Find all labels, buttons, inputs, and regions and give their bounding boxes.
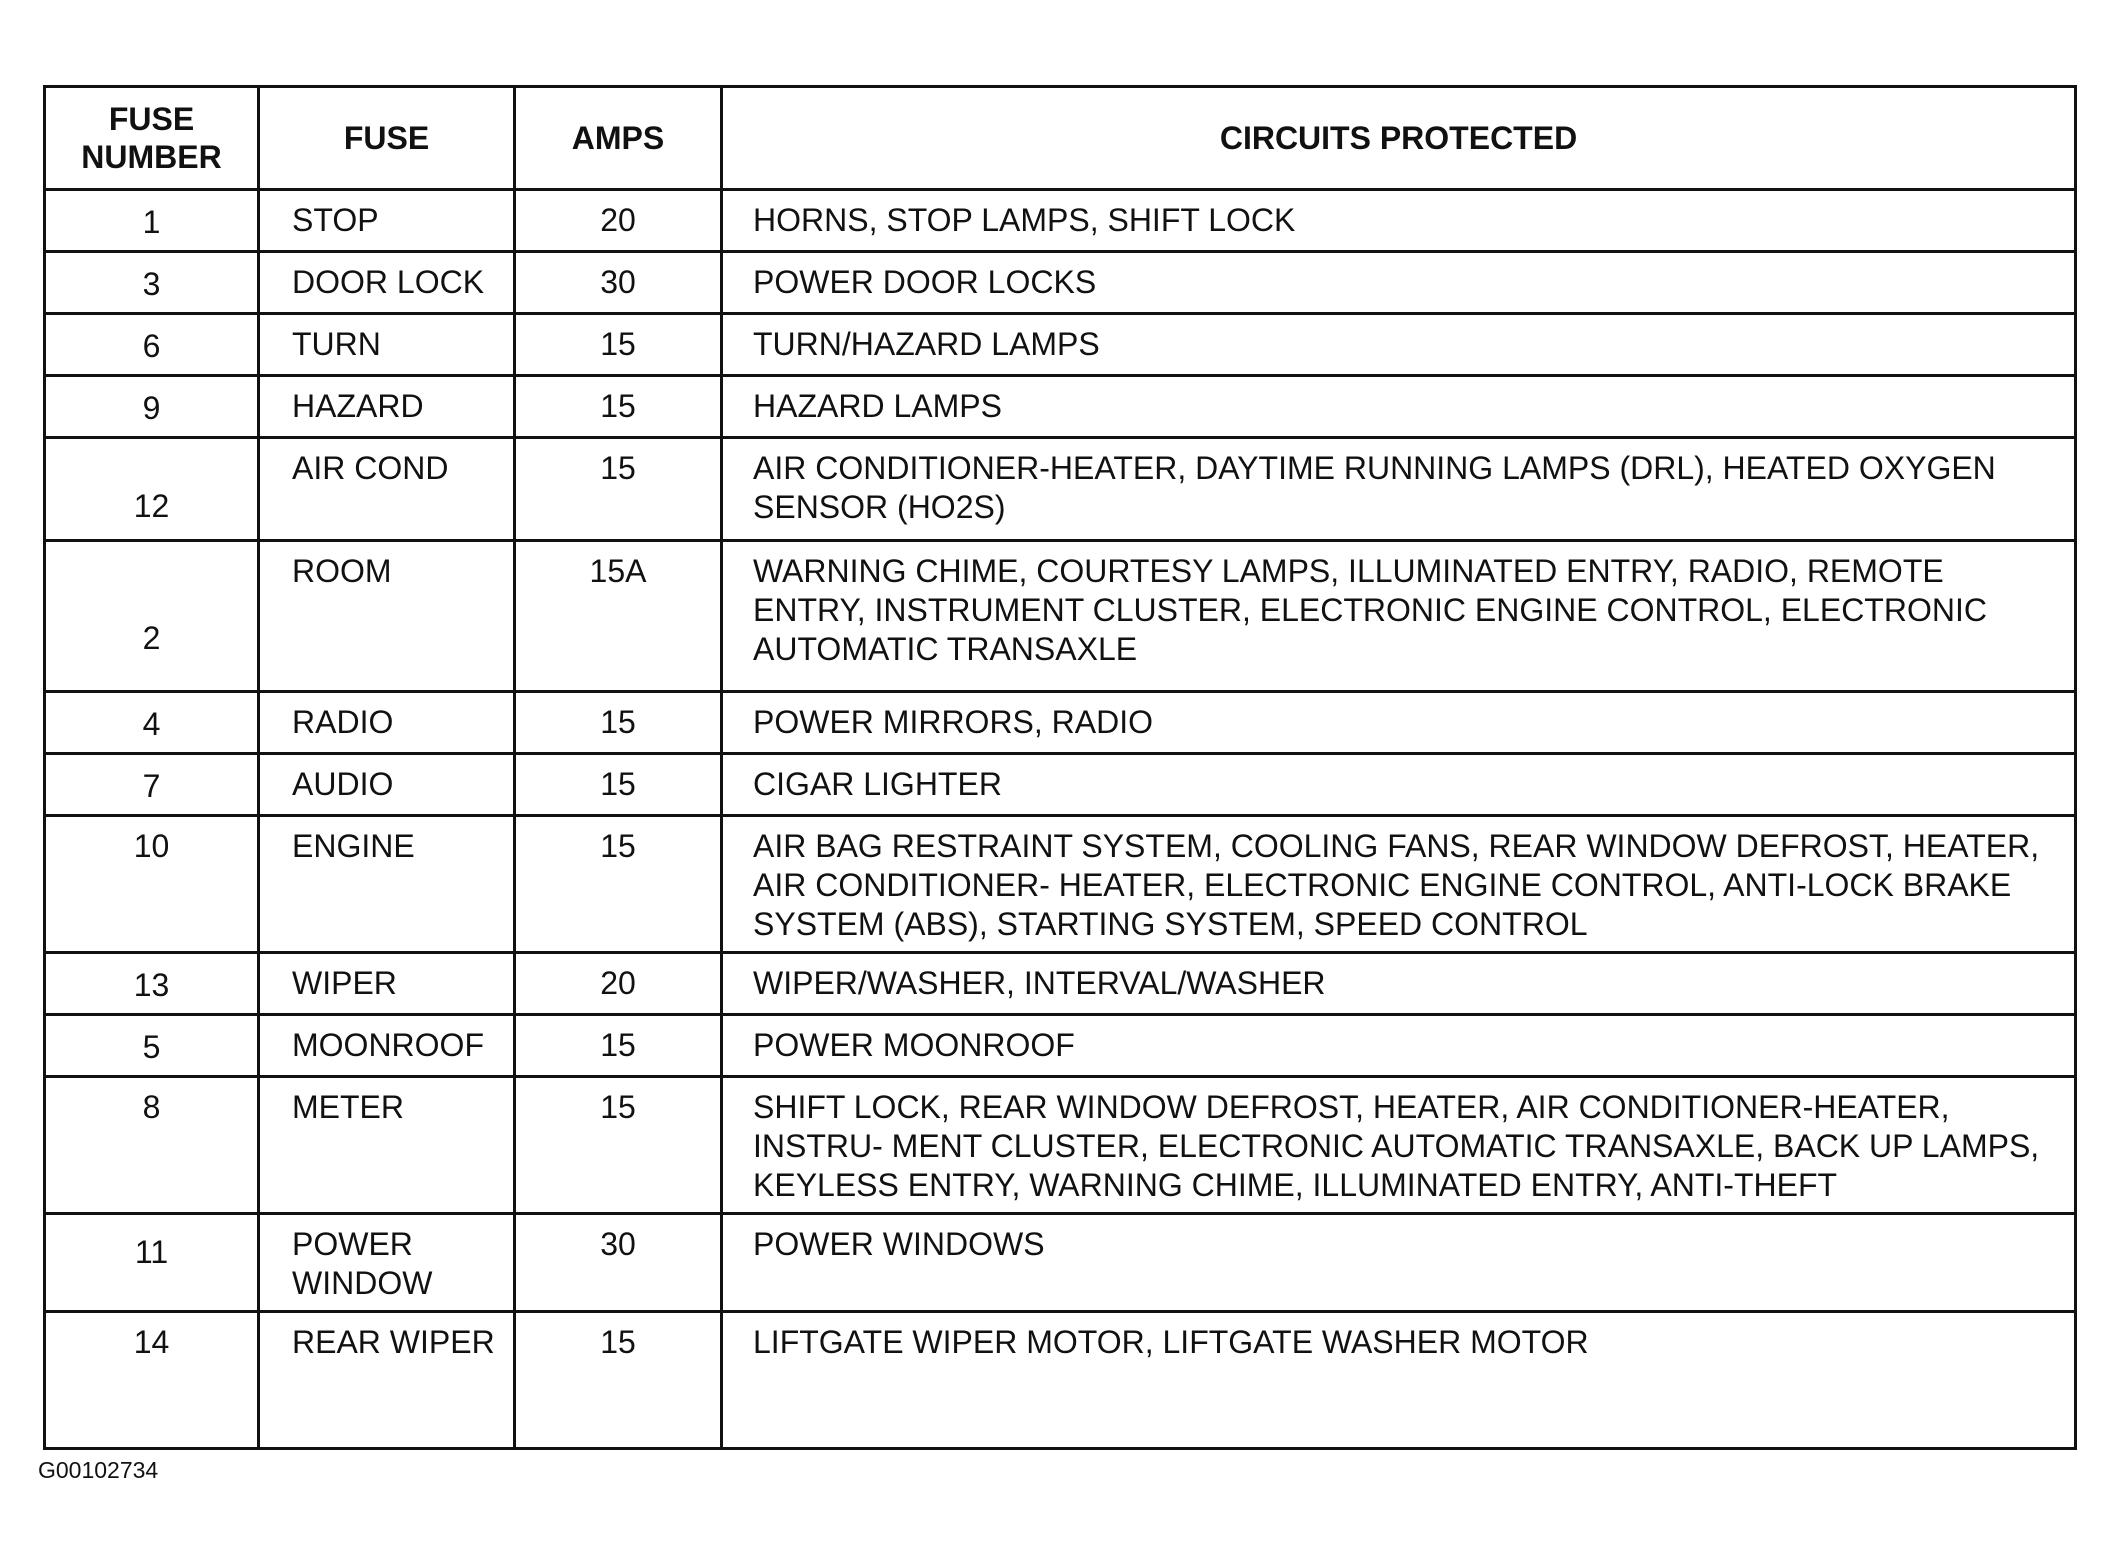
circuits-cell: HAZARD LAMPS (722, 376, 2076, 438)
table-row (45, 1077, 2076, 1214)
header-amps: AMPS (515, 87, 722, 190)
fuse-number-cell: 12 (45, 438, 259, 541)
table-row (45, 376, 2076, 438)
fuse-number-cell: 11 (45, 1214, 259, 1312)
circuits-cell: HORNS, STOP LAMPS, SHIFT LOCK (722, 190, 2076, 252)
amps-cell: 30 (515, 1214, 722, 1312)
table-row (45, 541, 2076, 692)
amps-cell: 30 (515, 252, 722, 314)
amps-cell: 15 (515, 438, 722, 541)
fuse-name-cell: DOOR LOCK (259, 252, 515, 314)
table-body (45, 190, 2076, 1449)
circuits-cell: AIR BAG RESTRAINT SYSTEM, COOLING FANS, REAR WINDOW DEFROST, HEATER, AIR CONDITIONER- HEATER, ELECTRONIC ENGINE CONTROL, ANTI-LOCK BRAKE SYSTEM (ABS), STARTING SYSTEM, SPEED CONTROL (722, 816, 2076, 953)
amps-cell: 15 (515, 376, 722, 438)
fuse-number-cell: 13 (45, 953, 259, 1015)
table-row (45, 190, 2076, 252)
circuits-cell: POWER DOOR LOCKS (722, 252, 2076, 314)
table-row (45, 438, 2076, 541)
table-row (45, 953, 2076, 1015)
table-row (45, 754, 2076, 816)
circuits-cell: POWER MOONROOF (722, 1015, 2076, 1077)
fuse-name-cell: HAZARD (259, 376, 515, 438)
table-row (45, 252, 2076, 314)
fuse-name-cell: AUDIO (259, 754, 515, 816)
amps-cell: 15 (515, 816, 722, 953)
circuits-cell: WIPER/WASHER, INTERVAL/WASHER (722, 953, 2076, 1015)
fuse-number-cell: 14 (45, 1312, 259, 1449)
circuits-cell: AIR CONDITIONER-HEATER, DAYTIME RUNNING LAMPS (DRL), HEATED OXYGEN SENSOR (HO2S) (722, 438, 2076, 541)
amps-cell: 15 (515, 314, 722, 376)
fuse-name-cell: METER (259, 1077, 515, 1214)
fuse-number-cell: 4 (45, 692, 259, 754)
fuse-name-cell: AIR COND (259, 438, 515, 541)
amps-cell: 20 (515, 190, 722, 252)
circuits-cell: TURN/HAZARD LAMPS (722, 314, 2076, 376)
fuse-name-cell: ROOM (259, 541, 515, 692)
table-row (45, 1015, 2076, 1077)
figure-code: G00102734 (38, 1457, 159, 1483)
amps-cell: 15 (515, 1015, 722, 1077)
fuse-number-cell: 6 (45, 314, 259, 376)
amps-cell: 15A (515, 541, 722, 692)
fuse-number-cell: 10 (45, 816, 259, 953)
header-row (45, 87, 2076, 190)
table-row (45, 1312, 2076, 1449)
fuse-name-cell: TURN (259, 314, 515, 376)
header-fuse: FUSE (259, 87, 515, 190)
fuse-number-cell: 9 (45, 376, 259, 438)
fuse-name-cell: MOONROOF (259, 1015, 515, 1077)
fuse-name-cell: STOP (259, 190, 515, 252)
circuits-cell: LIFTGATE WIPER MOTOR, LIFTGATE WASHER MOTOR (722, 1312, 2076, 1449)
fuse-name-cell: POWER WINDOW (259, 1214, 515, 1312)
amps-cell: 15 (515, 1077, 722, 1214)
amps-cell: 20 (515, 953, 722, 1015)
fuse-number-cell: 2 (45, 541, 259, 692)
table-header (45, 87, 2076, 190)
fuse-number-cell: 5 (45, 1015, 259, 1077)
table-row (45, 314, 2076, 376)
amps-cell: 15 (515, 1312, 722, 1449)
circuits-cell: POWER MIRRORS, RADIO (722, 692, 2076, 754)
fuse-name-cell: WIPER (259, 953, 515, 1015)
header-circuits-protected: CIRCUITS PROTECTED (722, 87, 2076, 190)
circuits-cell: WARNING CHIME, COURTESY LAMPS, ILLUMINATED ENTRY, RADIO, REMOTE ENTRY, INSTRUMENT CLUSTER, ELECTRONIC ENGINE CONTROL, ELECTRONIC AUTOMATIC TRANSAXLE (722, 541, 2076, 692)
circuits-cell: CIGAR LIGHTER (722, 754, 2076, 816)
fuse-number-cell: 3 (45, 252, 259, 314)
table-row (45, 692, 2076, 754)
fuse-name-cell: RADIO (259, 692, 515, 754)
amps-cell: 15 (515, 754, 722, 816)
table-row (45, 1214, 2076, 1312)
amps-cell: 15 (515, 692, 722, 754)
fuse-table (43, 85, 2077, 1450)
fuse-number-cell: 8 (45, 1077, 259, 1214)
circuits-cell: SHIFT LOCK, REAR WINDOW DEFROST, HEATER, AIR CONDITIONER-HEATER, INSTRU- MENT CLUSTER, ELECTRONIC AUTOMATIC TRANSAXLE, BACK UP LAMPS, KEYLESS ENTRY, WARNING CHIME, ILLUMINATED ENTRY, ANTI-THEFT (722, 1077, 2076, 1214)
circuits-cell: POWER WINDOWS (722, 1214, 2076, 1312)
table-row (45, 816, 2076, 953)
header-fuse-number: FUSE NUMBER (45, 87, 259, 190)
fuse-number-cell: 7 (45, 754, 259, 816)
fuse-name-cell: ENGINE (259, 816, 515, 953)
fuse-name-cell: REAR WIPER (259, 1312, 515, 1449)
fuse-number-cell: 1 (45, 190, 259, 252)
